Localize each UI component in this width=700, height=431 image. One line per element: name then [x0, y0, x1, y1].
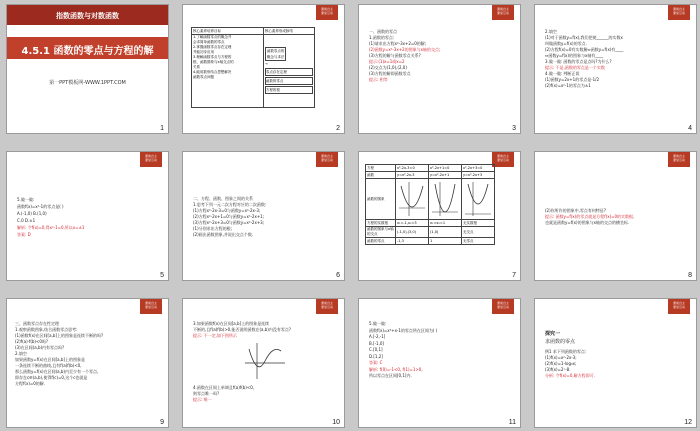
table-row [366, 165, 495, 172]
text-line: 答案: D [17, 232, 31, 237]
text-line: 一、函数的零点 [369, 29, 397, 34]
flow-box: 方程的根 [265, 86, 313, 94]
text-line: (2)f(a)·f(b)<0吗? [15, 339, 49, 344]
slide-number: 2 [336, 125, 340, 132]
text-line: (2)f(x)=1-log₃x; [545, 361, 577, 366]
section-badge: 课前自主 课堂互动 [492, 152, 514, 167]
text-line: (2)方程f(x)=0有实数解⇔函数y=f(x)有____ [545, 47, 624, 52]
text-line: A.(-1,0) B.(1,0) [17, 211, 47, 216]
section-badge: 课前自主 课堂互动 [140, 299, 162, 314]
goal-line: 根、函数图象与x轴交点的 [193, 60, 234, 64]
text-line: (1)函数f(x)在区间[a,b]上的图象是连续不断的吗? [15, 333, 104, 338]
goal-line: 4.能用数形结合思想解决 [193, 70, 232, 74]
goal-line: 2.掌握函数零点存在定理 [193, 45, 232, 49]
text-line: 提示: 唯一 [193, 397, 212, 402]
table-cell: 无交点 [462, 227, 495, 238]
graph-cell [396, 179, 429, 220]
text-line: (2)画出函数图象,并说出交点个数. [193, 232, 254, 237]
text-line: 1.观察函数图象,结合函数零点思考: [15, 327, 78, 332]
text-line: (1)分别求出方程的根; [193, 226, 233, 231]
text-line: D.[1,2] [369, 353, 383, 359]
text-line: (1)f(x)=x²-2x-3; [545, 355, 577, 360]
slide-grid [6, 4, 696, 428]
slide-heading: 探究一 [545, 331, 561, 337]
comparison-table [365, 164, 495, 245]
slide-thumbnail-10[interactable] [182, 298, 345, 428]
table-cell: 方程的实数根 [366, 220, 396, 227]
table-cell: x²-2x-3=0 [396, 165, 429, 172]
table-cell: -1,3 [396, 238, 429, 245]
function-graph-icon [243, 341, 287, 381]
table-cell: 无实数根 [462, 220, 495, 227]
slide-thumbnail-12[interactable] [534, 298, 697, 428]
text-line: 解析: f(0)=-1<0, f(1)=1>0, [369, 366, 423, 372]
objectives-table [191, 27, 315, 108]
table-header: 核心素养形成脉络 [263, 28, 314, 35]
parabola-graph-icon [430, 180, 460, 218]
text-line: 如果函数y=f(x)在区间[a,b]上的图象是 [15, 357, 85, 362]
text-line: (1)请求出方程x²-3x+2=0的解; [369, 41, 427, 46]
goal-line: 1.了解函数零点的概念并 [193, 35, 232, 39]
goal-line: 并能初步应用 [193, 50, 214, 54]
text-line: 答案: C [369, 360, 383, 365]
text-line: C.0 D.±1 [17, 218, 36, 223]
text-line: B.[-1,0] [369, 340, 384, 346]
text-line: 提示: 函数y=f(x)的零点就是方程f(x)=0的实数根, [545, 214, 635, 219]
slide-number: 9 [160, 419, 164, 426]
slide-thumbnail-6[interactable] [182, 151, 345, 281]
slide-footer-text: 第一PPT模板网-WWW.1PPT.COM [49, 80, 126, 86]
slide-thumbnail-4[interactable] [534, 4, 697, 134]
slide-thumbnail-5[interactable] [6, 151, 169, 281]
slide-text-block [193, 385, 254, 403]
goal-line: 关系 [193, 65, 200, 69]
table-header: 核心素养培养目标 [192, 28, 264, 35]
text-line: (1)对于函数y=f(x),我们把使______的实数x [545, 35, 623, 40]
table-cell: 函数的图象与x轴的交点 [367, 227, 394, 236]
text-line: ⇔函数y=f(x)的图象与x轴有____ [545, 53, 604, 58]
slide-text-block [15, 321, 103, 387]
section-badge: 课前自主 课堂互动 [316, 299, 338, 314]
table-cell: x₁=x₂=1 [429, 220, 462, 227]
slide-header-title: 指数函数与对数函数 [56, 12, 119, 20]
table-cell: y=x²-2x-3 [396, 172, 429, 179]
slide-number: 11 [508, 419, 516, 426]
slide-number: 3 [512, 125, 516, 132]
text-line: 5.做一做: [17, 197, 35, 202]
slide-number: 12 [684, 419, 692, 426]
text-line: 4.函数在区间上单调且f(a)f(b)<0, [193, 385, 255, 390]
text-line: (3)方程x²-2x+3=0与函数y=x²-2x+3; [193, 220, 265, 225]
slide-thumbnail-2[interactable] [182, 4, 345, 134]
section-badge: 课前自主 课堂互动 [668, 5, 690, 20]
text-line: 提示: 相等 [369, 77, 388, 82]
slide-thumbnail-11[interactable] [358, 298, 521, 428]
text-line: 2.填空 [15, 351, 27, 356]
text-line: 也就是函数y=f(x)的图象与x轴的交点的横坐标. [545, 220, 630, 225]
goal-line: 会求简单函数的零点 [193, 40, 225, 44]
text-line: 提示: 不一定,如下图所示 [193, 333, 237, 338]
slide-main-title: 4.5.1 函数的零点与方程的解 [21, 46, 154, 57]
slide-thumbnail-1[interactable] [6, 4, 169, 134]
text-line: (2)函数y=x²-3x+2的图象与x轴的交点; [369, 47, 441, 52]
slide-thumbnail-7[interactable] [358, 151, 521, 281]
text-line: 3.如果函数f(x)在区间[a,b]上的图象是连续 [193, 321, 270, 326]
table-row [366, 220, 495, 227]
text-line: 那么函数y=f(x)在区间(a,b)内至少有一个零点, [15, 369, 99, 374]
text-line: (3)方程的解与函数零点关系? [369, 53, 421, 58]
graph-cell [429, 179, 462, 220]
table-cell: x²-2x+3=0 [462, 165, 495, 172]
text-line: 则零点唯一吗? [193, 391, 220, 396]
slide-number: 5 [160, 272, 164, 279]
table-cell: 无零点 [462, 238, 495, 245]
section-badge: 课前自主 课堂互动 [316, 5, 338, 20]
text-line: 函数f(x)=x³+x-1的零点所在区间为( ) [369, 327, 438, 333]
text-line: (2)f(x)=x²-1的零点为±1 [545, 83, 591, 88]
flow-box: 零点存在定理 [265, 68, 313, 76]
text-line: (1)方程x²-2x-3=0与函数y=x²-2x-3; [193, 208, 261, 213]
table-row [366, 179, 495, 220]
slide-text-block [17, 196, 84, 238]
parabola-graph-icon [397, 180, 427, 218]
table-cell: 方程 [366, 165, 396, 172]
table-cell: (-1,0),(3,0) [396, 227, 429, 238]
slide-thumbnail-8[interactable] [534, 151, 697, 281]
text-line: 二、方程、函数、图象之间的关系 [193, 196, 253, 201]
section-badge: 课前自主 课堂互动 [140, 152, 162, 167]
slide-text-block [369, 321, 437, 380]
goal-line: 函数零点问题 [193, 75, 214, 79]
slide-number: 8 [688, 272, 692, 279]
table-cell: 函数的零点 [366, 238, 396, 245]
table-row [366, 172, 495, 179]
text-line: (1)函数y=2x+1的零点是-1/2 [545, 77, 600, 82]
graph-cell [462, 179, 495, 220]
text-line: 4.做一做: 判断正误 [545, 71, 580, 76]
table-cell: x²-2x+1=0 [429, 165, 462, 172]
text-line: 三、函数零点存在性定理 [15, 321, 59, 326]
goal-line: 3.理解函数零点与方程的 [193, 55, 232, 59]
text-line: (3)f(x)=2ˣ-8. [545, 367, 571, 372]
flow-line: 概念与求法 [266, 55, 285, 59]
table-row [366, 227, 495, 238]
flow-box [265, 47, 287, 61]
text-line: 3.做一做: 函数的零点是点吗?为什么? [545, 59, 612, 64]
slide-subheading: 求函数的零点 [545, 339, 576, 345]
text-line: (3)在区间(a,b)内有零点吗? [15, 345, 65, 350]
slide-text-block [369, 29, 440, 83]
section-badge: 课前自主 课堂互动 [668, 152, 690, 167]
text-line: 5.做一做: [369, 321, 387, 326]
text-line: A.[-2,-1] [369, 334, 386, 339]
slide-text-block [193, 321, 291, 339]
table-cell: 函数 [366, 172, 396, 179]
section-badge: 课前自主 课堂互动 [492, 299, 514, 314]
text-line: 叫做函数y=f(x)的零点. [545, 41, 587, 46]
slide-text-block [545, 208, 634, 226]
text-line: (2)方程x²-2x+1=0与函数y=x²-2x+1; [193, 214, 265, 219]
table-cell: y=x²-2x+1 [429, 172, 462, 179]
slide-number: 1 [160, 125, 164, 132]
text-line: 1.函数的零点: [369, 35, 395, 40]
slide-text-block [193, 196, 266, 238]
slide-thumbnail-3[interactable] [358, 4, 521, 134]
section-badge: 课前自主 课堂互动 [316, 152, 338, 167]
text-line: 解析: 令f(x)=0,得x²-1=0,所以x=±1 [17, 225, 85, 230]
text-line: 不断的,且f(a)f(b)>0,能否说明函数在(a,b)内没有零点? [193, 327, 291, 332]
text-line: (2)交点为(1,0),(2,0) [369, 65, 407, 70]
text-line: 所以零点在区间[0,1]内. [369, 373, 412, 378]
slide-number: 4 [688, 125, 692, 132]
text-line: (3)方程的解即函数零点 [369, 71, 411, 76]
parabola-graph-icon [463, 180, 493, 218]
table-cell: (1,0) [429, 227, 462, 238]
table-cell: 1 [429, 238, 462, 245]
goals-cell [192, 35, 264, 108]
text-line: 即存在c∈(a,b),使得f(c)=0,这个c也就是 [15, 375, 88, 380]
slide-text-block [545, 29, 623, 89]
text-line: 一条连续不断的曲线,且有f(a)f(b)<0, [15, 363, 82, 368]
text-line: 分析: 令f(x)=0,解方程即可. [545, 373, 595, 378]
table-cell: 函数的图象 [366, 179, 396, 220]
flow-line: 函数零点的 [266, 49, 285, 53]
table-row [366, 238, 495, 245]
text-line: 提示:(1)x=1或x=2 [369, 59, 405, 64]
text-line: 例1 求下列函数的零点: [545, 349, 587, 354]
text-line: 方程f(x)=0的解. [15, 381, 46, 386]
table-cell: y=x²-2x+3 [462, 172, 495, 179]
slide-number: 10 [332, 419, 340, 426]
section-badge: 课前自主 课堂互动 [668, 299, 690, 314]
slide-text-block [545, 349, 595, 379]
section-badge: 课前自主 课堂互动 [492, 5, 514, 20]
text-line: 函数f(x)=x²-1的零点是( ) [17, 204, 64, 209]
text-line: 提示: 不是,函数的零点是一个实数 [545, 65, 605, 70]
flow-arrow: → [264, 62, 268, 66]
flow-cell [263, 35, 314, 108]
text-line: 1.思考下列一元二次方程对应的二次函数: [193, 202, 267, 207]
slide-number: 6 [336, 272, 340, 279]
text-line: (2)你所作的图象中,零点有何特征? [545, 208, 607, 213]
flow-box: 函数的零点 [265, 77, 313, 85]
slide-thumbnail-9[interactable] [6, 298, 169, 428]
slide-number: 7 [512, 272, 516, 279]
text-line: 2.填空 [545, 29, 557, 34]
text-line: C.[0,1] [369, 347, 383, 352]
table-cell: x₁=-1,x₂=3 [396, 220, 429, 227]
